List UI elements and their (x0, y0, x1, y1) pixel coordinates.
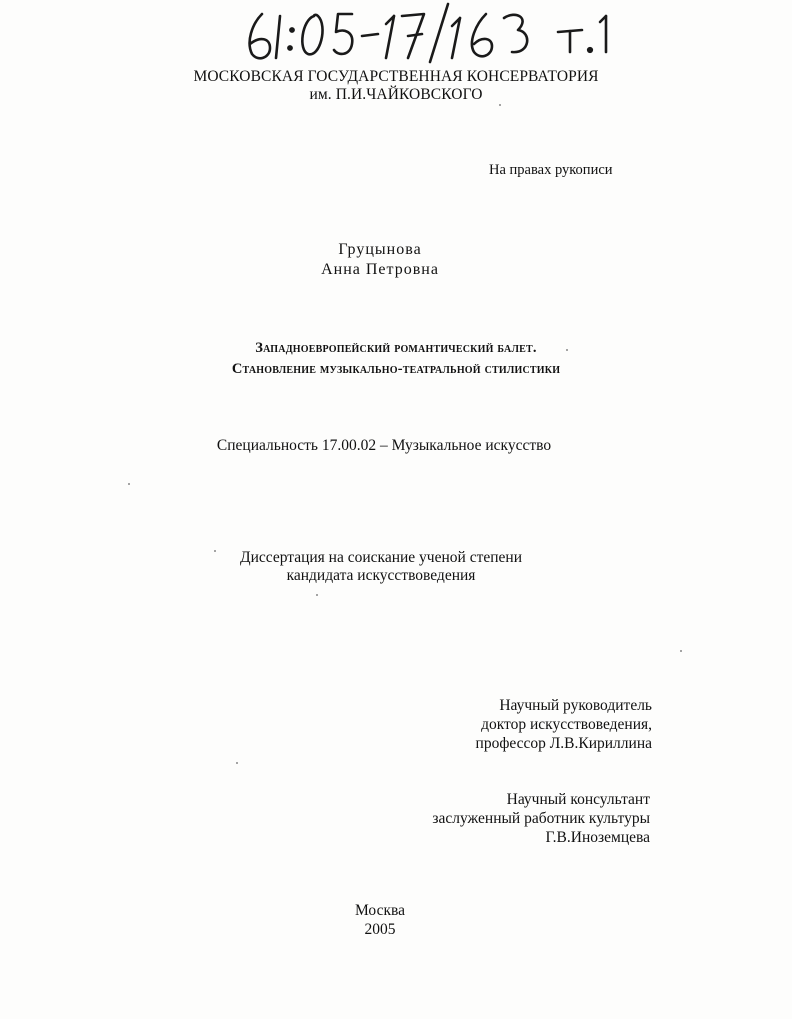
specialty-text: Специальность 17.00.02 – Музыкальное искусство (216, 437, 552, 454)
footer-city: Москва (355, 902, 405, 919)
degree-line-2: кандидата искусствоведения (286, 567, 476, 584)
degree-block (0, 549, 792, 585)
consultant-title: заслуженный работник культуры (432, 810, 650, 827)
footer-year: 2005 (364, 921, 396, 938)
author-surname: Груцынова (338, 241, 422, 258)
title-line-1: Западноевропейский романтический балет. (255, 340, 537, 356)
title-line-2: Становление музыкально-театральной стилистики (231, 361, 561, 377)
consultant-name: Г.В.Иноземцева (545, 829, 650, 846)
dissertation-title (0, 338, 792, 380)
scan-speck (128, 483, 130, 485)
supervisor-block (476, 696, 652, 753)
scan-speck (236, 762, 238, 764)
manuscript-rights-note: На правах рукописи (489, 162, 613, 178)
supervisor-degree: доктор искусствоведения, (481, 716, 652, 733)
institution-name: МОСКОВСКАЯ ГОСУДАРСТВЕННАЯ КОНСЕРВАТОРИЯ (193, 68, 599, 85)
author-given-names: Анна Петровна (321, 261, 439, 278)
degree-line-1: Диссертация на соискание ученой степени (240, 549, 522, 566)
consultant-block (432, 790, 650, 847)
handwritten-archive-mark (240, 2, 640, 66)
institution-named-after: им. П.И.ЧАЙКОВСКОГО (309, 86, 483, 103)
scan-speck (566, 349, 568, 351)
scan-speck (316, 594, 318, 596)
supervisor-name: профессор Л.В.Кириллина (475, 735, 652, 752)
svg-text:61:05-17/163: 61:05-17/163 (240, 2, 246, 3)
scan-speck (214, 550, 216, 552)
supervisor-role: Научный руководитель (499, 697, 652, 714)
specialty-block (0, 437, 792, 455)
scan-speck (499, 104, 501, 106)
author-block (290, 240, 470, 280)
footer-block (330, 901, 430, 939)
institution-header (0, 68, 792, 104)
consultant-role: Научный консультант (506, 791, 650, 808)
scan-speck (680, 650, 682, 652)
